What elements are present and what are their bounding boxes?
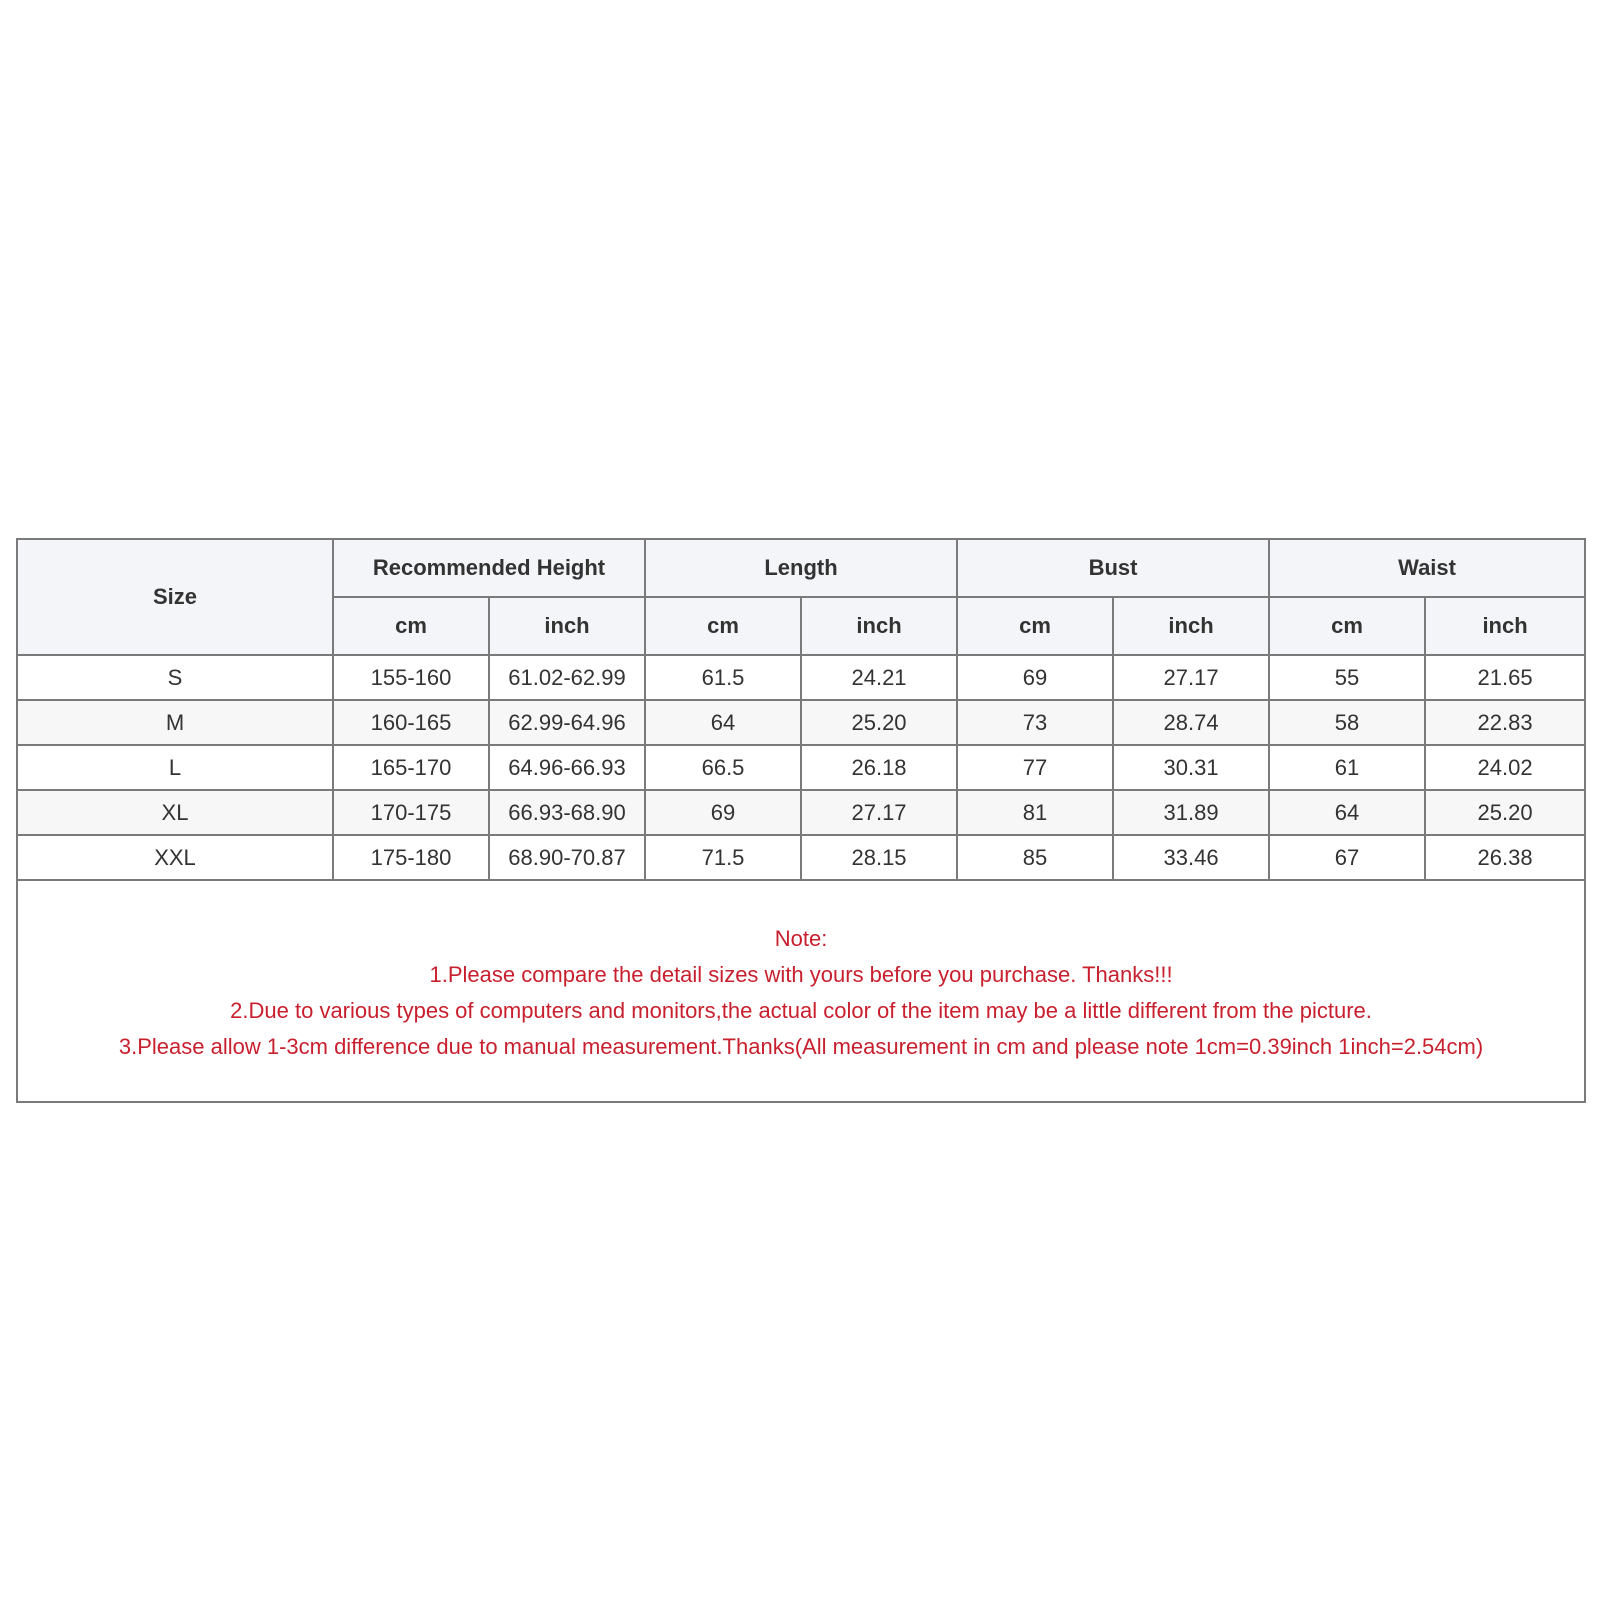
table-cell: 30.31 <box>1113 745 1269 790</box>
unit-header: cm <box>957 597 1113 655</box>
table-cell: 61.5 <box>645 655 801 700</box>
table-row <box>17 655 1585 700</box>
size-cell: XL <box>17 790 333 835</box>
table-cell: 31.89 <box>1113 790 1269 835</box>
table-cell: 64 <box>645 700 801 745</box>
table-cell: 24.21 <box>801 655 957 700</box>
size-table <box>16 538 1586 1103</box>
unit-header: inch <box>489 597 645 655</box>
table-cell: 85 <box>957 835 1113 880</box>
column-group-bust: Bust <box>957 539 1269 597</box>
unit-header: inch <box>801 597 957 655</box>
notes-row <box>17 880 1585 1102</box>
table-cell: 69 <box>645 790 801 835</box>
table-cell: 61 <box>1269 745 1425 790</box>
note-line: 1.Please compare the detail sizes with yours before you purchase. Thanks!!! <box>429 962 1173 987</box>
table-cell: 175-180 <box>333 835 489 880</box>
table-cell: 66.93-68.90 <box>489 790 645 835</box>
table-cell: 69 <box>957 655 1113 700</box>
table-cell: 62.99-64.96 <box>489 700 645 745</box>
table-row <box>17 745 1585 790</box>
table-cell: 71.5 <box>645 835 801 880</box>
column-header-size: Size <box>17 539 333 655</box>
table-cell: 28.15 <box>801 835 957 880</box>
table-cell: 61.02-62.99 <box>489 655 645 700</box>
column-group-waist: Waist <box>1269 539 1585 597</box>
note-title: Note: <box>774 926 828 951</box>
unit-header: cm <box>1269 597 1425 655</box>
unit-header: inch <box>1425 597 1585 655</box>
note-line: 2.Due to various types of computers and monitors,the actual color of the item may be a little different from the picture. <box>230 998 1372 1023</box>
unit-header: cm <box>333 597 489 655</box>
table-cell: 28.74 <box>1113 700 1269 745</box>
size-chart <box>16 538 1584 1103</box>
table-cell: 68.90-70.87 <box>489 835 645 880</box>
table-cell: 155-160 <box>333 655 489 700</box>
notes-cell <box>17 880 1585 1102</box>
unit-header: inch <box>1113 597 1269 655</box>
table-cell: 67 <box>1269 835 1425 880</box>
table-cell: 160-165 <box>333 700 489 745</box>
table-cell: 21.65 <box>1425 655 1585 700</box>
table-cell: 165-170 <box>333 745 489 790</box>
table-cell: 26.38 <box>1425 835 1585 880</box>
table-cell: 64.96-66.93 <box>489 745 645 790</box>
table-cell: 25.20 <box>801 700 957 745</box>
table-cell: 77 <box>957 745 1113 790</box>
table-cell: 26.18 <box>801 745 957 790</box>
size-cell: M <box>17 700 333 745</box>
column-group-height: Recommended Height <box>333 539 645 597</box>
size-cell: XXL <box>17 835 333 880</box>
table-cell: 55 <box>1269 655 1425 700</box>
table-cell: 25.20 <box>1425 790 1585 835</box>
table-cell: 27.17 <box>1113 655 1269 700</box>
table-cell: 27.17 <box>801 790 957 835</box>
table-row <box>17 790 1585 835</box>
table-cell: 58 <box>1269 700 1425 745</box>
table-cell: 170-175 <box>333 790 489 835</box>
table-cell: 24.02 <box>1425 745 1585 790</box>
table-cell: 33.46 <box>1113 835 1269 880</box>
table-cell: 81 <box>957 790 1113 835</box>
table-row <box>17 700 1585 745</box>
table-cell: 22.83 <box>1425 700 1585 745</box>
header-row-groups <box>17 539 1585 597</box>
table-cell: 73 <box>957 700 1113 745</box>
note-line: 3.Please allow 1-3cm difference due to manual measurement.Thanks(All measurement in cm and please note 1cm=0.39inch 1inch=2.54cm) <box>118 1034 1484 1059</box>
size-cell: L <box>17 745 333 790</box>
size-cell: S <box>17 655 333 700</box>
table-cell: 64 <box>1269 790 1425 835</box>
column-group-length: Length <box>645 539 957 597</box>
table-row <box>17 835 1585 880</box>
unit-header: cm <box>645 597 801 655</box>
table-cell: 66.5 <box>645 745 801 790</box>
